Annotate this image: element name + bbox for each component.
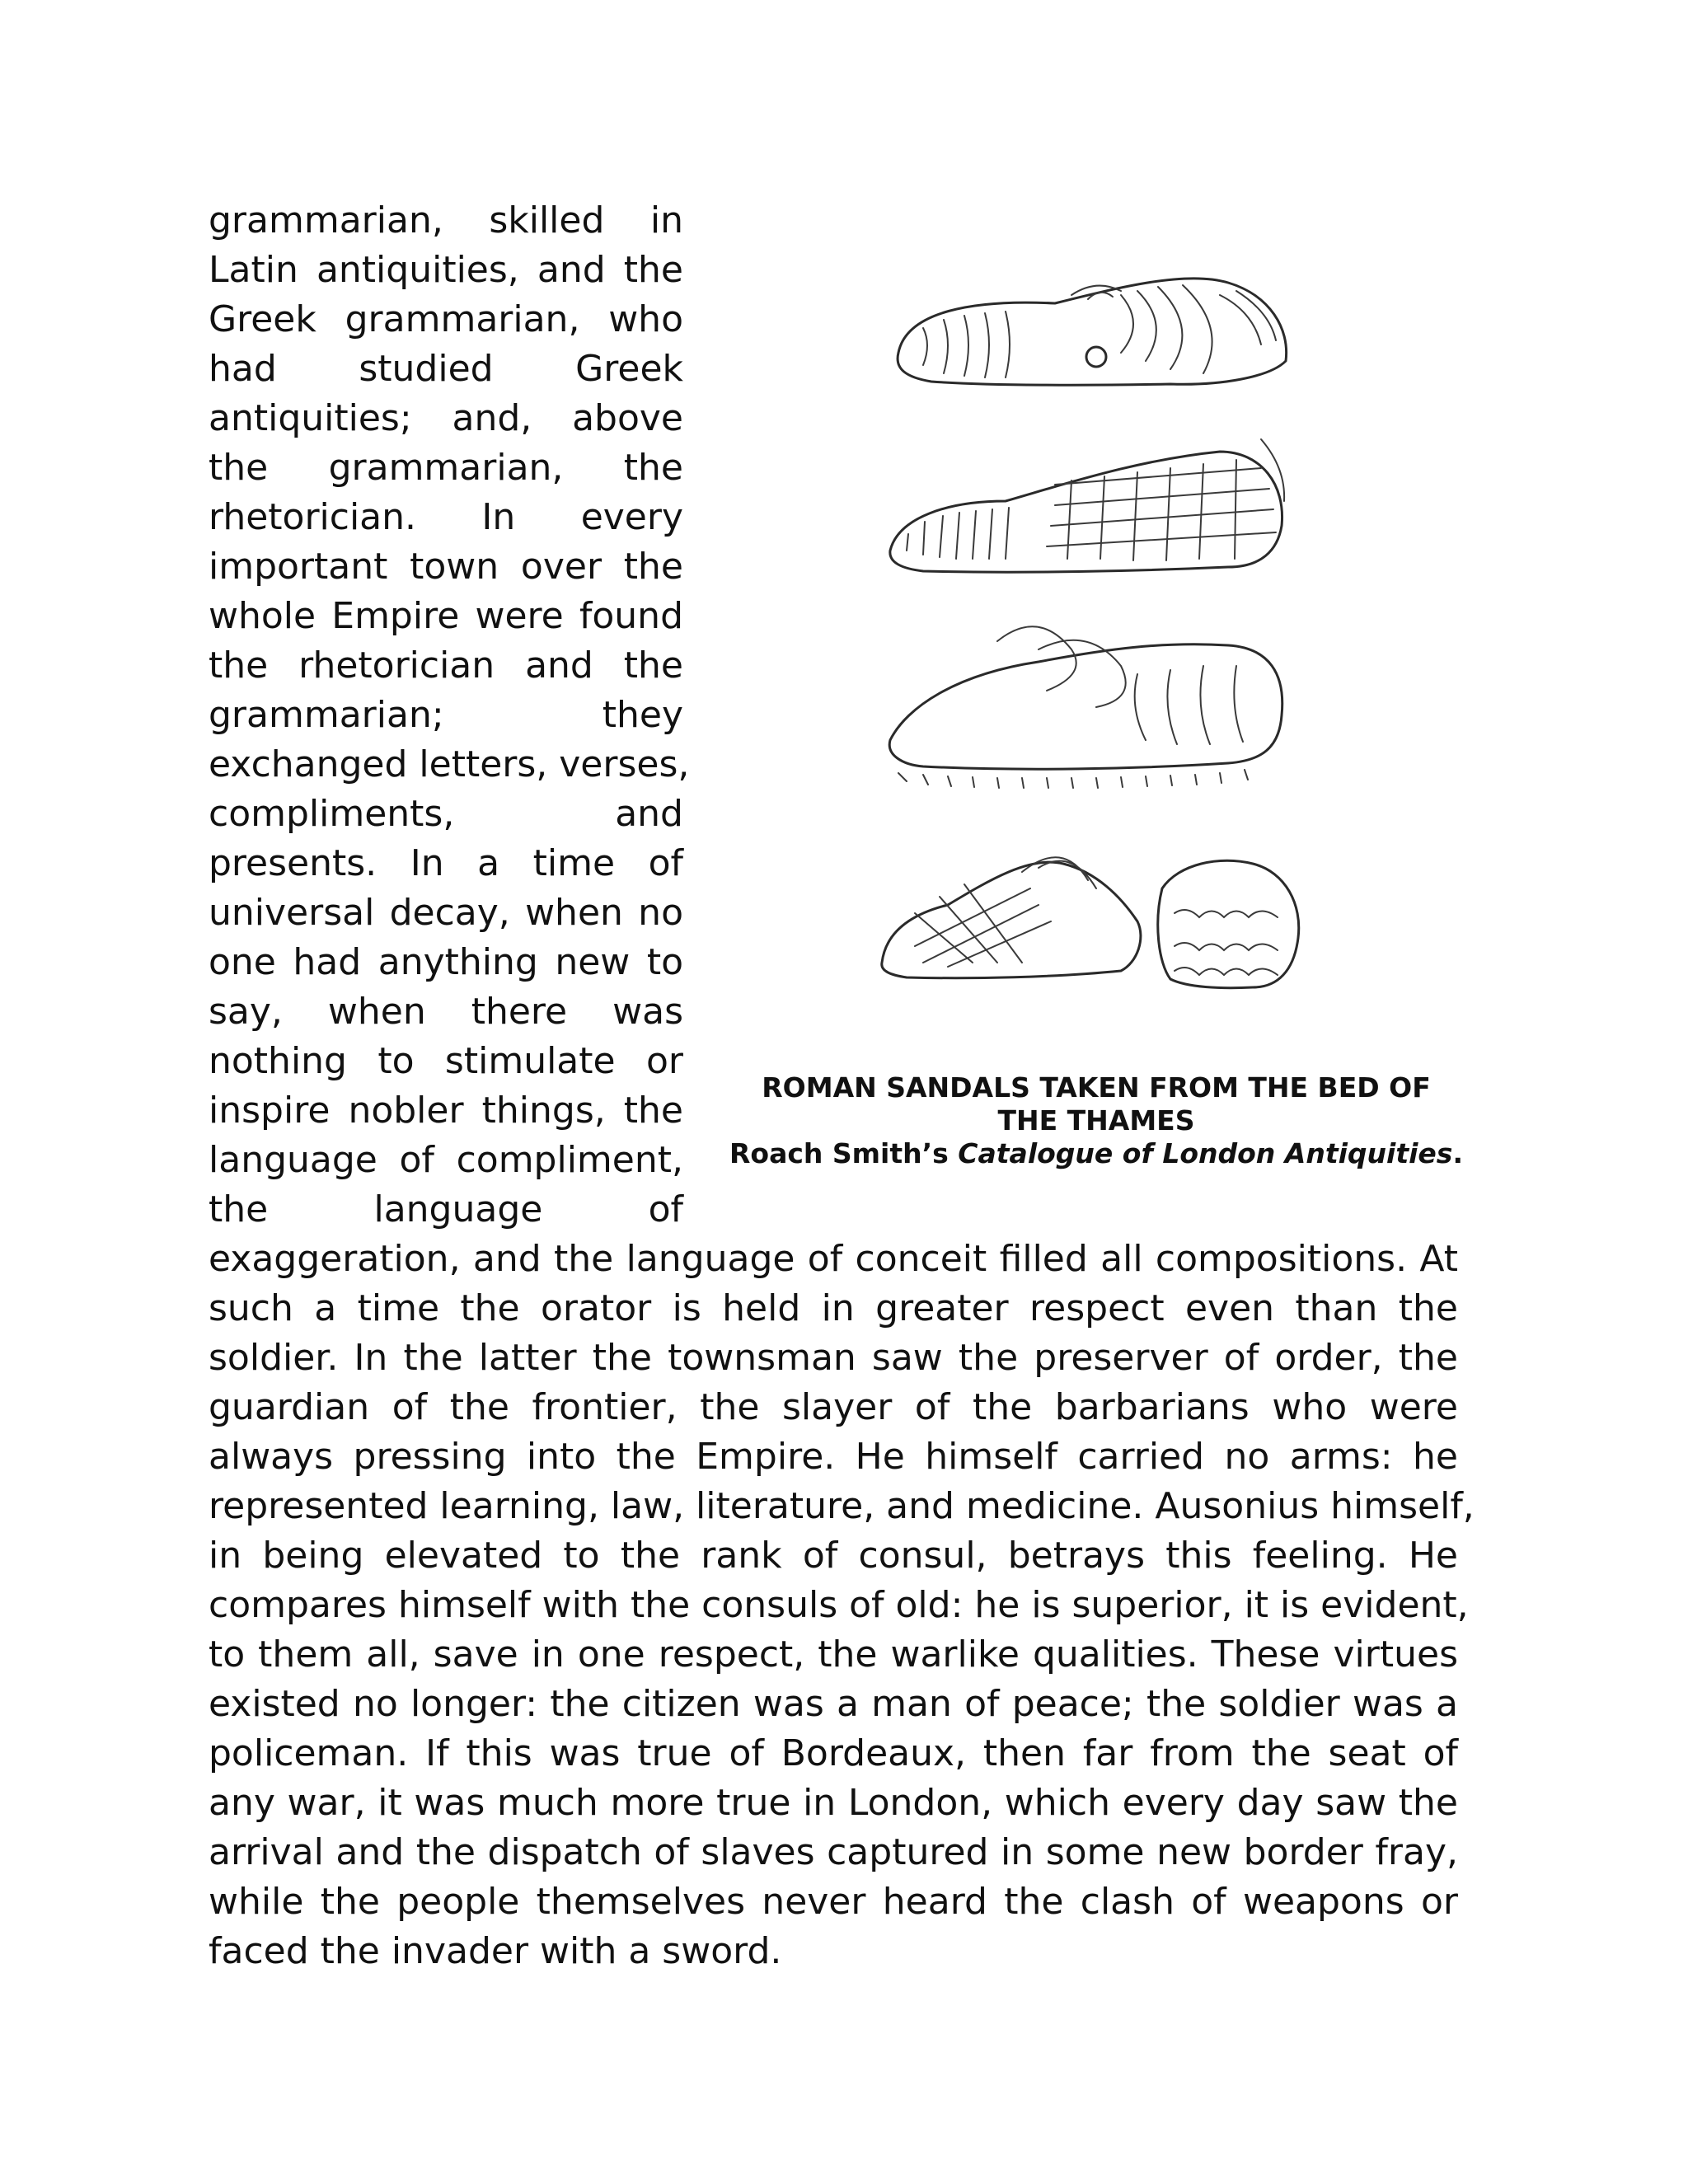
text-line: nothing to stimulate or [209, 1040, 683, 1082]
sandals-illustration [725, 262, 1467, 1053]
text-line: compliments, and [209, 793, 683, 835]
caption-title-line1: ROMAN SANDALS TAKEN FROM THE BED OF [762, 1071, 1431, 1104]
text-line: such a time the orator is held in greater respect even than the [209, 1287, 1458, 1329]
text-line: any war, it was much more true in London, which every day saw the [209, 1782, 1458, 1824]
text-line: language of compliment, [209, 1139, 683, 1181]
text-line: arrival and the dispatch of slaves captured in some new border fray, [209, 1831, 1458, 1873]
text-line: grammarian; they [209, 694, 683, 736]
text-line: the language of [209, 1188, 683, 1230]
text-line: one had anything new to [209, 941, 683, 983]
text-line-last: faced the invader with a sword. [209, 1930, 782, 1972]
text-line: represented learning, law, literature, and medicine. Ausonius himself, [209, 1485, 1475, 1527]
text-line: whole Empire were found [209, 595, 683, 637]
figure-caption [717, 1071, 1475, 1170]
text-line: rhetorician. In every [209, 496, 683, 538]
sandal-hobnailed-caliga [889, 626, 1282, 788]
caption-source [717, 1137, 1475, 1170]
text-line: in being elevated to the rank of consul, betrays this feeling. He [209, 1535, 1458, 1577]
text-line: while the people themselves never heard the clash of weapons or [209, 1881, 1458, 1923]
sandal-openwork-slipper [898, 279, 1287, 385]
text-line: always pressing into the Empire. He himself carried no arms: he [209, 1436, 1458, 1478]
caption-source-suffix: . [1452, 1137, 1463, 1169]
text-line: the grammarian, the [209, 447, 683, 489]
text-line: antiquities; and, above [209, 397, 683, 439]
narrow-text-column [209, 196, 690, 1235]
text-line: exaggeration, and the language of conceit filled all compositions. At [209, 1238, 1458, 1280]
caption-source-prefix: Roach Smith’s [729, 1137, 959, 1169]
text-line: Latin antiquities, and the [209, 249, 683, 291]
text-line: soldier. In the latter the townsman saw the preserver of order, the [209, 1337, 1458, 1379]
wide-text-column [209, 1235, 1475, 1976]
text-line: to them all, save in one respect, the warlike qualities. These virtues [209, 1633, 1458, 1675]
text-line: universal decay, when no [209, 892, 683, 934]
sandal-lattice-shoe [890, 439, 1284, 572]
sandals-drawing [874, 262, 1319, 1053]
text-line: guardian of the frontier, the slayer of the barbarians who were [209, 1386, 1458, 1428]
text-line: inspire nobler things, the [209, 1090, 683, 1132]
text-line: existed no longer: the citizen was a man of peace; the soldier was a [209, 1683, 1458, 1725]
text-line: important town over the [209, 546, 683, 588]
text-line: policeman. If this was true of Bordeaux, then far from the seat of [209, 1732, 1458, 1774]
text-line: Greek grammarian, who [209, 298, 683, 340]
text-line: exchanged letters, verses, [209, 743, 690, 785]
text-line: compares himself with the consuls of old: he is superior, it is evident, [209, 1584, 1469, 1626]
text-line: had studied Greek [209, 348, 683, 390]
sandal-openwork-pair [882, 857, 1299, 987]
text-line: the rhetorician and the [209, 644, 683, 687]
text-line: say, when there was [209, 991, 683, 1033]
caption-title-line2: THE THAMES [997, 1104, 1195, 1137]
caption-source-title: Catalogue of London Antiquities [958, 1137, 1453, 1169]
text-line: presents. In a time of [209, 842, 683, 884]
text-line: grammarian, skilled in [209, 199, 683, 241]
